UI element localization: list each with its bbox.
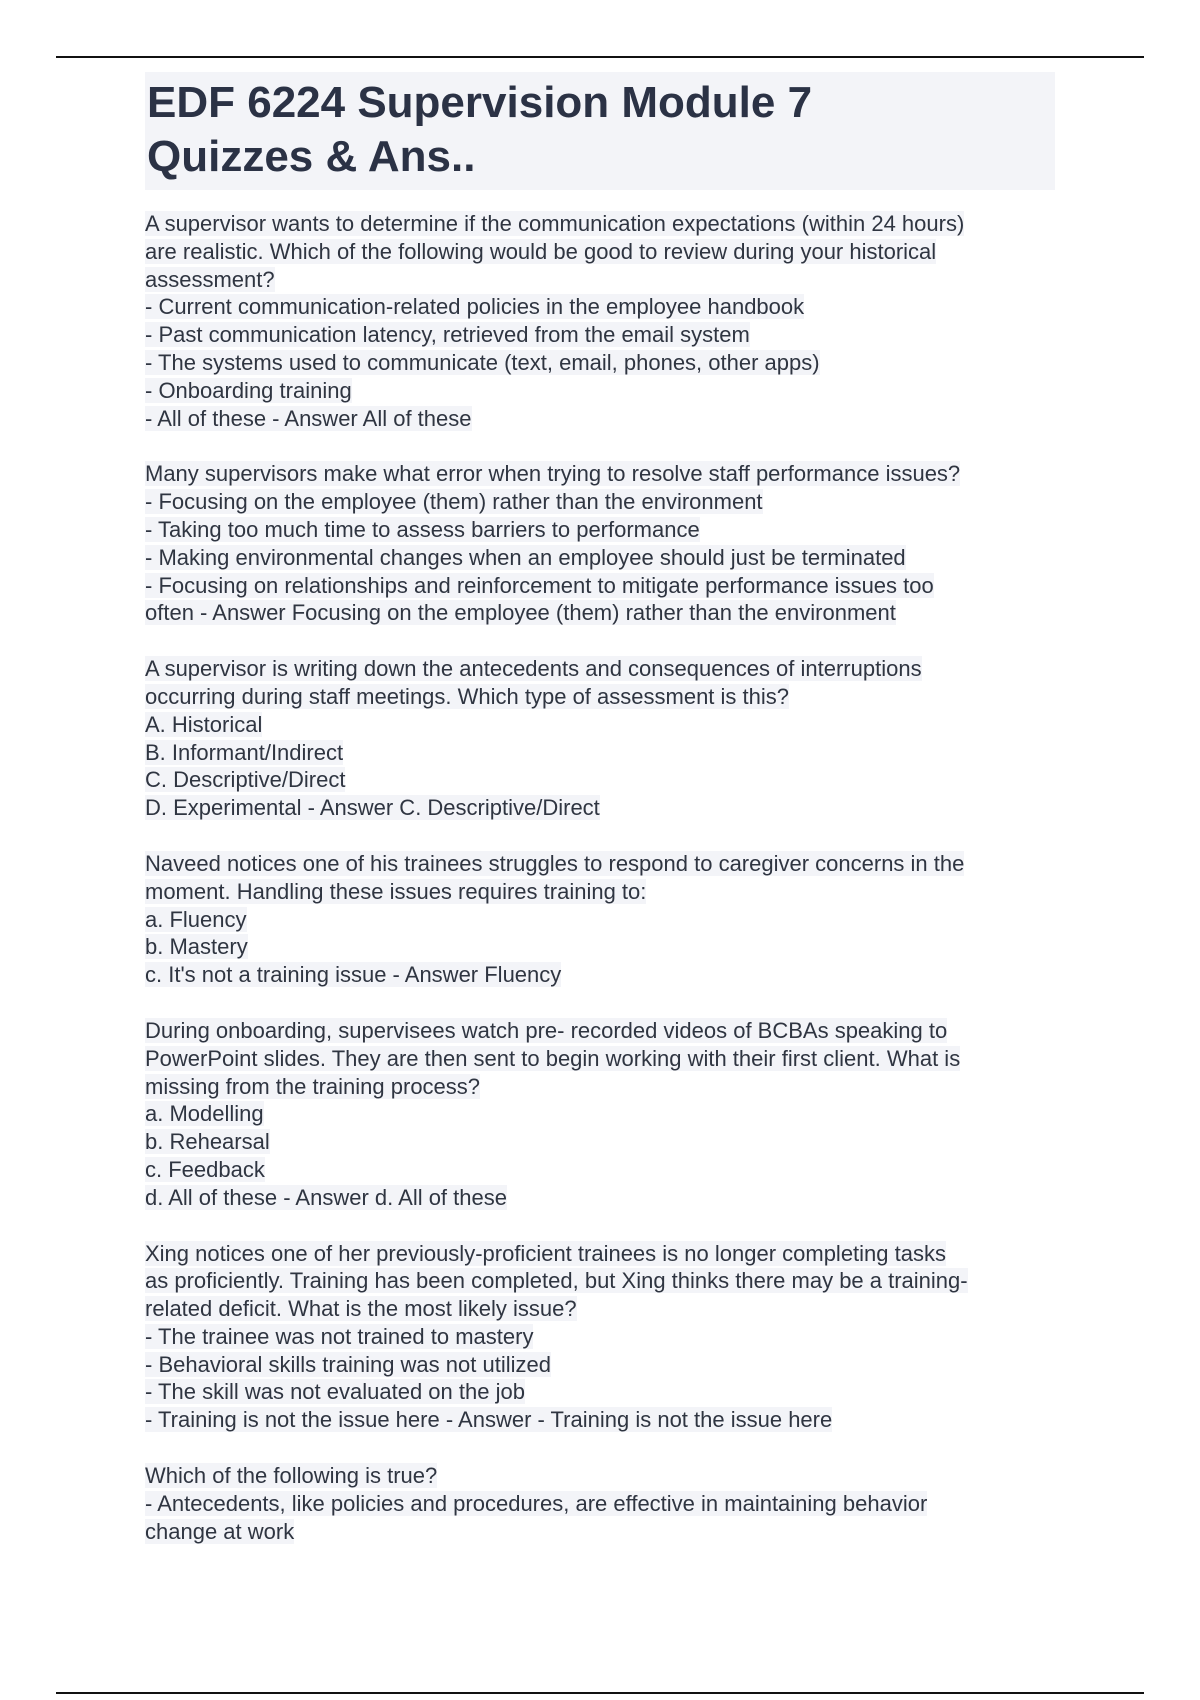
question-text: PowerPoint slides. They are then sent to begin working with their first client. What is [145,1045,961,1071]
question-text: as proficiently. Training has been completed, but Xing thinks there may be a training- [145,1268,968,1294]
question-answer-line [145,961,1055,989]
question-text: - Behavioral skills training was not utilized [145,1351,551,1377]
question-line [145,238,1055,266]
question-line [145,850,1055,878]
question-answer-line [145,794,1055,822]
question-text: d. All of these - Answer d. All of these [145,1184,507,1210]
question-text: B. Informant/Indirect [145,739,344,765]
question-line [145,1156,1055,1184]
question-line [145,655,1055,683]
question-line [145,1490,1055,1518]
question-answer-line [145,405,1055,433]
question-line [145,516,1055,544]
question-line [145,1462,1055,1490]
question-line [145,293,1055,321]
question-text: - Antecedents, like policies and procedures, are effective in maintaining behavior [145,1490,928,1516]
question-line [145,321,1055,349]
question-text: Which of the following is true? [145,1463,438,1489]
question-answer-line [145,1406,1055,1434]
question-text: Naveed notices one of his trainees struggles to respond to caregiver concerns in the [145,850,965,876]
title-line-1: EDF 6224 Supervision Module 7 [147,78,813,127]
question-text: - Training is not the issue here - Answer - Training is not the issue here [145,1407,833,1433]
question-line [145,1045,1055,1073]
question-text: A supervisor is writing down the antecedents and consequences of interruptions [145,656,922,682]
question-line [145,1100,1055,1128]
question-block [145,1462,1055,1545]
question-text: During onboarding, supervisees watch pre- recorded videos of BCBAs speaking to [145,1017,948,1043]
question-text: C. Descriptive/Direct [145,767,346,793]
question-text: change at work [145,1518,295,1544]
question-line [145,1323,1055,1351]
question-answer-line [145,599,1055,627]
question-text: are realistic. Which of the following would be good to review during your historical [145,238,937,264]
question-text: - The systems used to communicate (text, email, phones, other apps) [145,349,820,375]
bottom-divider [56,1692,1144,1694]
question-text: - Focusing on relationships and reinforcement to mitigate performance issues too [145,572,934,598]
question-line [145,1128,1055,1156]
question-text: - The skill was not evaluated on the job [145,1379,525,1405]
question-line [145,544,1055,572]
question-text: - Focusing on the employee (them) rather than the environment [145,489,763,515]
question-block [145,1240,1055,1435]
question-line [145,349,1055,377]
question-block [145,655,1055,822]
question-text: a. Modelling [145,1101,264,1127]
question-text: - All of these - Answer All of these [145,405,472,431]
question-text: - Making environmental changes when an employee should just be terminated [145,544,906,570]
question-line [145,739,1055,767]
question-text: - The trainee was not trained to mastery [145,1323,534,1349]
document-title [147,76,1053,184]
question-answer-line [145,1518,1055,1546]
question-text: assessment? [145,266,275,292]
question-text: D. Experimental - Answer C. Descriptive/Direct [145,795,600,821]
question-line [145,1295,1055,1323]
question-line [145,266,1055,294]
question-text: - Past communication latency, retrieved from the email system [145,322,750,348]
question-line [145,488,1055,516]
question-text: moment. Handling these issues requires training to: [145,878,647,904]
question-line [145,460,1055,488]
question-line [145,878,1055,906]
question-block [145,460,1055,627]
question-text: A supervisor wants to determine if the communication expectations (within 24 hours) [145,211,965,236]
question-text: occurring during staff meetings. Which type of assessment is this? [145,683,789,709]
top-divider [56,56,1144,58]
question-line [145,906,1055,934]
question-text: Xing notices one of her previously-proficient trainees is no longer completing tasks [145,1240,946,1266]
question-text: often - Answer Focusing on the employee (them) rather than the environment [145,600,896,626]
question-text: A. Historical [145,711,263,737]
question-line [145,377,1055,405]
question-text: b. Mastery [145,934,248,960]
question-line [145,1017,1055,1045]
question-list [145,210,1055,1545]
question-text: c. Feedback [145,1156,265,1182]
question-line [145,1267,1055,1295]
question-block [145,1017,1055,1212]
question-text: - Taking too much time to assess barriers to performance [145,516,700,542]
question-text: - Current communication-related policies in the employee handbook [145,294,805,320]
question-line [145,1073,1055,1101]
question-block [145,850,1055,989]
question-text: related deficit. What is the most likely issue? [145,1296,577,1322]
question-line [145,933,1055,961]
question-line [145,683,1055,711]
title-banner [145,72,1055,190]
question-text: a. Fluency [145,906,247,932]
question-text: b. Rehearsal [145,1129,270,1155]
document-page [145,72,1055,1573]
question-line [145,572,1055,600]
question-text: c. It's not a training issue - Answer Fluency [145,962,562,988]
question-line [145,1378,1055,1406]
question-text: - Onboarding training [145,377,352,403]
question-text: missing from the training process? [145,1073,481,1099]
question-line [145,711,1055,739]
question-line [145,210,1055,238]
question-answer-line [145,1184,1055,1212]
question-line [145,1240,1055,1268]
question-line [145,766,1055,794]
question-text: Many supervisors make what error when trying to resolve staff performance issues? [145,461,961,487]
title-line-2: Quizzes & Ans.. [147,132,476,181]
question-block [145,210,1055,432]
question-line [145,1351,1055,1379]
